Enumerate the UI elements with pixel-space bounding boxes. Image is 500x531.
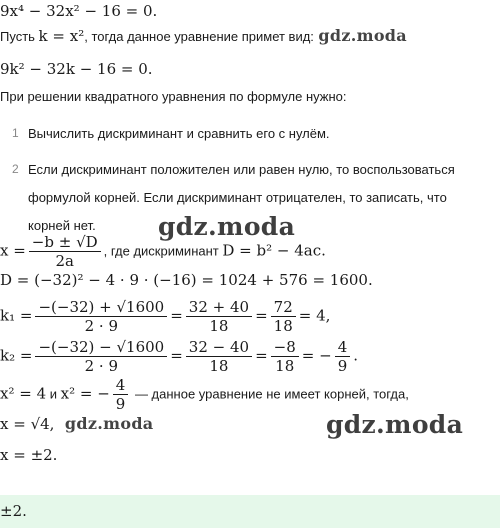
instruction-text: При решении квадратного уравнения по формуле нужно: bbox=[0, 89, 347, 104]
denominator: 18 bbox=[209, 357, 229, 375]
formula-text: , где дискриминант bbox=[103, 243, 223, 259]
watermark: gdz.moda bbox=[326, 410, 464, 439]
k1-result: = 4, bbox=[298, 306, 331, 325]
fraction bbox=[35, 338, 167, 375]
numerator: 72 bbox=[271, 298, 296, 317]
numerator: −(−32) + √1600 bbox=[35, 298, 167, 317]
list-item-number: 2 bbox=[12, 162, 19, 176]
x-squared-line bbox=[0, 376, 409, 413]
fraction bbox=[186, 338, 252, 375]
fraction bbox=[271, 338, 299, 375]
substitution-text-post: , тогда данное уравнение примет вид: bbox=[84, 29, 314, 44]
fraction bbox=[186, 298, 252, 335]
x-squared-positive: x² = 4 bbox=[0, 384, 47, 403]
root-k2: k₂ = $\frac{-(-32) - √1600}{2 \cdot 9}$ = $\frac{32 - 40}{18}$ = $\frac{-8}{18}$ = − $\frac{4}{9}$ . bbox=[0, 338, 359, 375]
x-sqrt: x = √4, bbox=[0, 415, 55, 433]
fraction bbox=[113, 376, 129, 413]
x-sqrt-line bbox=[0, 414, 153, 434]
numerator: 32 − 40 bbox=[186, 338, 252, 357]
equation-substituted: 9k² − 32k − 16 = 0. bbox=[0, 60, 153, 78]
discriminant-calculation: D = (−32)² − 4 · 9 · (−16) = 1024 + 576 = 1600. bbox=[0, 271, 373, 289]
fraction bbox=[335, 338, 351, 375]
no-roots-text: — данное уравнение не имеет корней, тогда, bbox=[131, 386, 409, 402]
answer-box bbox=[0, 495, 500, 528]
root-k1: k₁ = $\frac{-(-32) + √1600}{2 \cdot 9}$ = $\frac{32 + 40}{18}$ = $\frac{72}{18}$ = 4, bbox=[0, 298, 331, 335]
list-item-text: формулой корней. Если дискриминант отрицателен, то записать, что bbox=[28, 190, 447, 205]
formula-lhs: x = bbox=[0, 241, 26, 260]
watermark: gdz.moda bbox=[158, 212, 296, 241]
conjunction: и bbox=[46, 386, 61, 402]
list-item-text: Вычислить дискриминант и сравнить его с нулём. bbox=[28, 126, 330, 141]
numerator: −8 bbox=[271, 338, 299, 357]
k1-lhs: k₁ = bbox=[0, 306, 33, 325]
substitution-math: k = x² bbox=[38, 27, 85, 45]
fraction bbox=[271, 298, 296, 335]
denominator: 18 bbox=[273, 317, 293, 335]
answer-value: ±2. bbox=[0, 502, 27, 520]
denominator: 18 bbox=[209, 317, 229, 335]
denominator: 2 · 9 bbox=[84, 357, 119, 375]
quadratic-formula bbox=[0, 233, 326, 270]
substitution-text-pre: Пусть bbox=[0, 29, 39, 44]
k2-lhs: k₂ = bbox=[0, 346, 33, 365]
x-plus-minus: x = ±2. bbox=[0, 446, 58, 464]
list-item-text: Если дискриминант положителен или равен нулю, то воспользоваться bbox=[28, 162, 455, 177]
numerator: 32 + 40 bbox=[186, 298, 252, 317]
x-squared-negative: x² = − bbox=[60, 384, 110, 403]
watermark: gdz.moda bbox=[318, 26, 407, 45]
denominator: 9 bbox=[337, 357, 348, 375]
formula-fraction bbox=[29, 233, 101, 270]
denominator: 2 · 9 bbox=[84, 317, 119, 335]
denominator: 18 bbox=[275, 357, 295, 375]
list-item-number: 1 bbox=[12, 126, 19, 140]
numerator: 4 bbox=[113, 376, 129, 395]
watermark: gdz.moda bbox=[64, 414, 154, 433]
numerator: −(−32) − √1600 bbox=[35, 338, 167, 357]
formula-denominator: 2a bbox=[55, 252, 74, 270]
list-item-text: корней нет. bbox=[28, 218, 96, 233]
discriminant-formula: D = b² − 4ac. bbox=[222, 241, 326, 260]
numerator: 4 bbox=[335, 338, 351, 357]
fraction bbox=[35, 298, 167, 335]
formula-numerator: −b ± √D bbox=[29, 233, 101, 252]
substitution-line bbox=[0, 26, 407, 46]
denominator: 9 bbox=[115, 395, 126, 413]
equation-original: 9x⁴ − 32x² − 16 = 0. bbox=[0, 2, 158, 20]
